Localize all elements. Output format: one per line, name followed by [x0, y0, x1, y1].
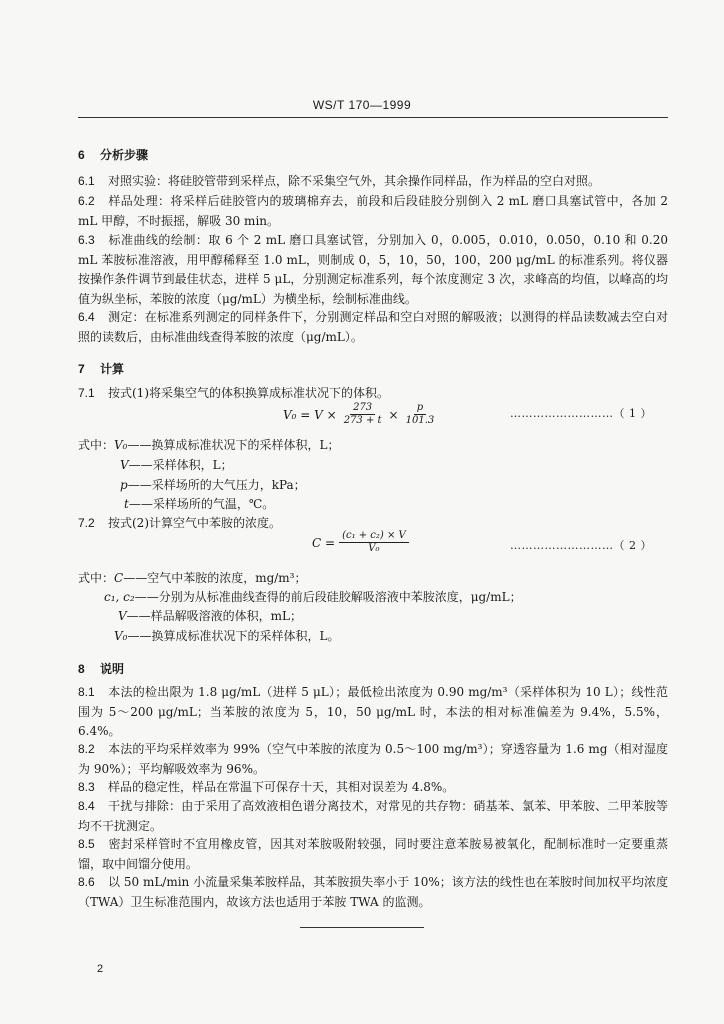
- clause-number: 8.6: [78, 875, 95, 889]
- clause-text: 密封采样管时不宜用橡皮管，因其对苯胺吸附较强，同时要注意苯胺易被氧化，配制标准时一定要重蒸馏，取中间馏分使用。: [78, 837, 668, 871]
- clause-number: 6.2: [78, 194, 95, 208]
- paragraph-8-2: [78, 740, 668, 779]
- paragraph-8-6: [78, 873, 668, 912]
- definition-symbol: c₁, c₂: [104, 590, 135, 604]
- equation-2-number: ………………………（ 2 ）: [510, 539, 652, 552]
- definition-row: [118, 607, 302, 624]
- clause-number: 7.1: [78, 386, 95, 400]
- clause-text: 测定：在标准系列测定的同样条件下，分别测定样品和空白对照的解吸液；以测得的样品读数减去空白对照的读数后，由标准曲线查得苯胺的浓度（μg/mL）。: [78, 310, 668, 344]
- definition-row: [104, 588, 522, 605]
- eq2-denominator: V₀: [368, 543, 380, 554]
- clause-text: 干扰与排除：由于采用了高效液相色谱分离技术，对常见的共存物：硝基苯、氯苯、甲苯胺、二甲苯胺等均不干扰测定。: [78, 799, 668, 833]
- section-8-title: 说明: [100, 662, 125, 676]
- paragraph-6-4: [78, 308, 668, 347]
- equation-1-number: ………………………（ 1 ）: [510, 407, 652, 420]
- definition-text: ——采样体积，L；: [128, 458, 233, 472]
- clause-text: 本法的检出限为 1.8 μg/mL（进样 5 μL）；最低检出浓度为 0.90 mg/m³（采样体积为 10 L）；线性范围为 5～200 μg/mL；当苯胺的浓度为 5，10，50 μg/mL 时，本法的相对标准偏差为 9.4%，5.5%，6.4%。: [78, 685, 668, 738]
- definition-prefix: 式中：: [78, 438, 115, 452]
- paragraph-6-1: [78, 172, 668, 192]
- definition-text: ——分别为从标准曲线查得的前后段硅胶解吸溶液中苯胺浓度，μg/mL；: [134, 590, 522, 604]
- clause-text: 按式(1)将采集空气的体积换算成标准状况下的体积。: [108, 386, 390, 400]
- section-8-number: 8: [78, 662, 85, 676]
- eq1-frac2-numerator: p: [414, 402, 426, 415]
- definition-text: ——空气中苯胺的浓度，mg/m³；: [123, 571, 307, 585]
- page-number: 2: [97, 963, 104, 975]
- clause-number: 8.2: [78, 742, 95, 756]
- header-rule: [78, 117, 668, 118]
- definition-text: ——换算成标准状况下的采样体积，L；: [127, 438, 340, 452]
- eq1-frac2-denominator: 101.3: [405, 415, 435, 426]
- eq2-lhs: C =: [312, 535, 336, 550]
- definition-row: [120, 456, 233, 473]
- section-6-heading: [78, 146, 148, 163]
- clause-number: 7.2: [78, 516, 95, 530]
- eq2-fraction: [339, 530, 409, 555]
- definition-row: [78, 436, 339, 453]
- section-7-number: 7: [78, 362, 85, 376]
- clause-text: 按式(2)计算空气中苯胺的浓度。: [108, 516, 281, 530]
- section-7-title: 计算: [100, 362, 125, 376]
- equation-1: [283, 402, 441, 427]
- definition-symbol: V: [120, 458, 129, 472]
- eq1-frac1-denominator: 273 + t: [343, 415, 382, 426]
- definition-row: [78, 569, 307, 586]
- definition-text: ——采样场所的大气压力，kPa；: [127, 478, 306, 492]
- paragraph-8-4: [78, 797, 668, 836]
- clause-text: 对照实验：将硅胶管带到采样点，除不采集空气外，其余操作同样品，作为样品的空白对照。: [108, 174, 601, 188]
- eq1-fraction-pressure: [403, 402, 438, 427]
- paragraph-8-3: [78, 778, 668, 798]
- clause-text: 样品处理：将采样后硅胶管内的玻璃棉弃去，前段和后段硅胶分别倒入 2 mL 磨口具塞试管中，各加 2 mL 甲醇，不时振摇，解吸 30 min。: [78, 194, 668, 228]
- definition-row: [114, 627, 339, 644]
- standard-code-header: WS/T 170—1999: [312, 98, 412, 112]
- definition-text: ——换算成标准状况下的采样体积，L。: [127, 629, 340, 643]
- definition-row: [120, 476, 306, 493]
- clause-text: 本法的平均采样效率为 99%（空气中苯胺的浓度为 0.5～100 mg/m³）；穿透容量为 1.6 mg（相对湿度为 90%）；平均解吸效率为 96%。: [78, 742, 668, 776]
- definition-symbol: C: [114, 571, 124, 585]
- paragraph-6-2: [78, 192, 668, 231]
- paragraph-8-1: [78, 683, 668, 742]
- clause-text: 以 50 mL/min 小流量采集苯胺样品，其苯胺损失率小于 10%；该方法的线性也在苯胺时间加权平均浓度（TWA）卫生标准范围内，故该方法也适用于苯胺 TWA 的监测。: [78, 875, 668, 909]
- eq1-lhs: V₀ = V ×: [283, 407, 337, 422]
- definition-symbol: V: [118, 609, 127, 623]
- eq2-numerator: (c₁ + c₂) × V: [339, 530, 409, 543]
- end-rule: [300, 927, 424, 928]
- section-7-heading: [78, 360, 124, 377]
- definition-text: ——采样场所的气温，℃。: [128, 497, 275, 511]
- equation-2: [312, 530, 413, 555]
- eq1-times: ×: [388, 407, 399, 422]
- definition-symbol: V₀: [114, 629, 128, 643]
- paragraph-7-1: [78, 384, 668, 404]
- clause-number: 8.3: [78, 780, 95, 794]
- definition-row: [124, 495, 274, 512]
- clause-number: 8.4: [78, 799, 95, 813]
- definition-symbol: V₀: [114, 438, 128, 452]
- clause-number: 8.5: [78, 837, 95, 851]
- paragraph-8-5: [78, 835, 668, 874]
- paragraph-6-3: [78, 231, 668, 309]
- clause-number: 6.4: [78, 310, 95, 324]
- definition-prefix: 式中：: [78, 571, 115, 585]
- clause-number: 8.1: [78, 685, 95, 699]
- clause-text: 标准曲线的绘制：取 6 个 2 mL 磨口具塞试管，分别加入 0，0.005，0.010，0.050，0.10 和 0.20 mL 苯胺标准溶液，用甲醇稀释至 1.0 mL，则制成 0，5，10，50，100，200 μg/mL 的标准系列。将仪器按操作条件调节到最佳状态，进样 5 μL，分别测定标准系列，每个浓度测定 3 次，求峰高的均值，以峰高的均值为纵坐标，苯胺的浓度（μg/mL）为横坐标，绘制标准曲线。: [78, 233, 668, 306]
- definition-symbol: p: [120, 478, 128, 492]
- clause-number: 6.3: [78, 233, 95, 247]
- eq1-frac1-numerator: 273: [350, 402, 375, 415]
- eq1-fraction-temperature: [341, 402, 385, 427]
- section-6-title: 分析步骤: [100, 148, 149, 162]
- definition-text: ——样品解吸溶液的体积，mL；: [126, 609, 303, 623]
- section-8-heading: [78, 660, 124, 677]
- clause-text: 样品的稳定性，样品在常温下可保存十天，其相对误差为 4.8%。: [108, 780, 455, 794]
- section-6-number: 6: [78, 148, 85, 162]
- clause-number: 6.1: [78, 174, 95, 188]
- definition-symbol: t: [124, 497, 129, 511]
